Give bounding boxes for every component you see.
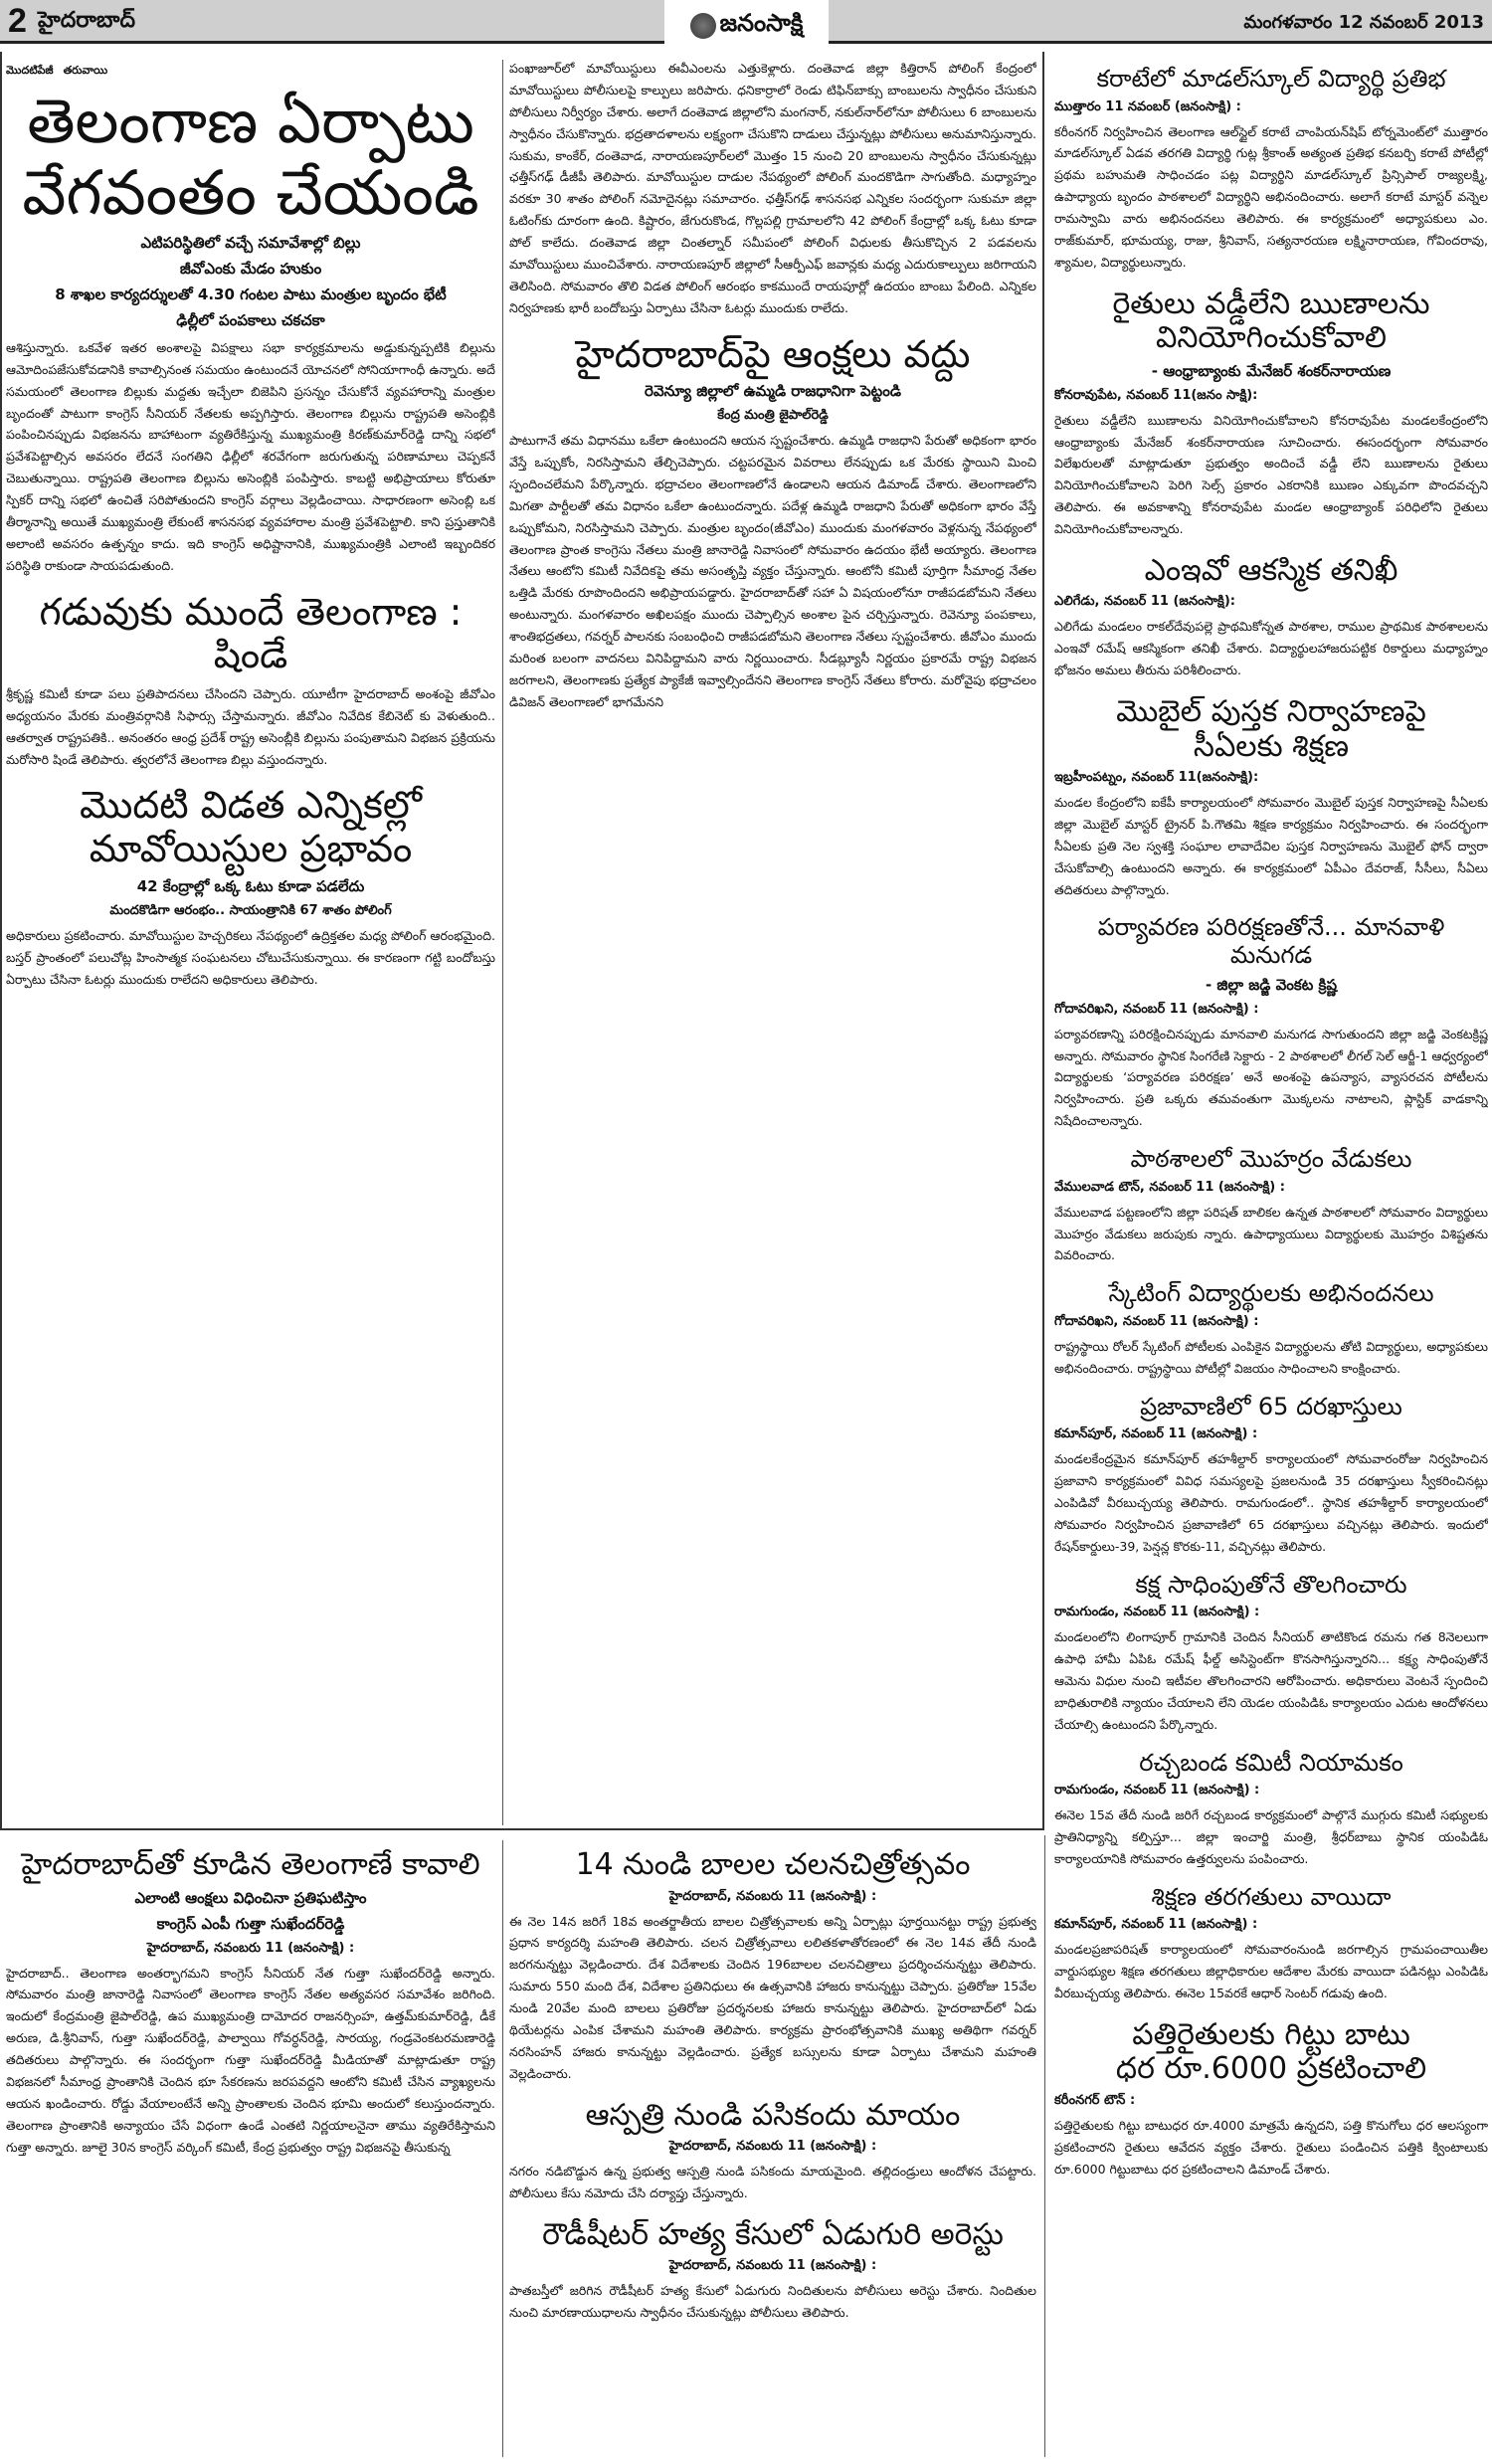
article-headline xyxy=(1054,287,1488,356)
article-dateline: రామగుండం, నవంబర్ 11 (జనంసాక్షి) : xyxy=(1054,1605,1260,1620)
news-article xyxy=(509,333,1036,713)
article-subheading: 42 కేంద్రాల్లో ఒక్క ఓటు కూడా పడలేదు xyxy=(136,876,365,895)
headline-line: ధర రూ.6000 ప్రకటించాలి xyxy=(1115,2051,1427,2087)
article-body: రైతులు వడ్డీలేని ఋణాలను వినియోగించుకోవాలని కోనరావుపేట మండలకేంద్రంలోని ఆంధ్రాబ్యాంకు మేనేజర్ శంకర్‌నారాయణ సూచించారు. ఈసందర్భంగా సోమవారం విలేఖరులతో మాట్లాడుతూ ప్రభుత్వం అందించే వడ్డీ లేని ఋణాలను రైతులు వినియోగించుకోవాలని పెరిగి సెల్స్ ప్రకారం ఎకరానికి ఋణం ఎక్కువగా పొందవచ్చని తెలిపారు. ఈ అవకాశాన్ని కోనరావుపేట మండల ఆంధ్రాబ్యాంక్ పరిధిలోని రైతులు వినియోగించుకోవాలన్నారు. xyxy=(1054,412,1488,537)
article-body: మండలప్రజాపరిషత్ కార్యాలయంలో సోమవారంనుండి జరగాల్సిన గ్రామపంచాయితీల వార్డుసభ్యుల శిక్షణ తరగతులు జిల్లాధికారుల ఆదేశాల మేరకు వాయిదా పడినట్లు ఎంపిడిఓ వీరబుచ్చయ్య తెలిపారు. ఈనెల 15వరకే ఆధార్ సెంటర్ గడువు ఉంది. xyxy=(1054,1942,1488,2001)
news-article xyxy=(509,58,1036,319)
newspaper-logo xyxy=(664,0,829,52)
middle-column xyxy=(509,58,1036,1824)
article-body: ఆశిస్తున్నారు. ఒకవేళ ఇతర అంశాలపై విపక్షాలు సభా కార్యక్రమాలను అడ్డుకున్నప్పటికి బిల్లును ఆమోదింపజేసుకోవడానికి కావాల్సినంత సమయం ఉంటుందనే యోచనలో సోనియాగాంధీ ఉన్నారు. అదే సమయంలో తెలంగాణ బిల్లుకు మద్దతు ఇచ్చేలా బిజెపిని ప్రసన్నం చేసుకోనే వ్యవహారాన్ని మంత్రుల బృందంతో పాటుగా కాంగ్రెస్ సీనియర్ నేతలకు అప్పగిస్తారు. తెలంగాణ బిల్లును రాష్ట్రపతి అసెంబ్లికి పంపించినప్పుడు విభజనను బాహాటంగా వ్యతిరేకిస్తున్న ముఖ్యమంత్రి కిరణ్‌కుమార్‌రెడ్డి దాన్ని సభలో ప్రవేశపెట్టాల్సిన అవసరం లేదనే సంగతిని ఢిల్లీలో శరవేగంగా జరుగుతున్న పరిణామాలు చెప్పకనే చెబుతున్నాయి. రాష్ట్రపతి తెలంగాణ బిల్లును అసెంబ్లికి పంపిస్తారు. కాబట్టి అభిప్రాయాలు కోరుతూ స్పికర్ దాన్ని సభలో ఉంచితే సరిపోతుందని కాంగ్రెస్ వర్గాలు వెల్లడించాయి. సాధారణంగా అసెంబ్లి ఒక తీర్మానాన్ని అయితే ముఖ్యమంత్రి లేకుంటే శాసనసభ వ్యవహారాల మంత్రి ప్రవేశపెట్టాలి. కాని ప్రస్తుతానికి అలాంటి అవసరం ఉత్పన్నం కాదు. ఇది కాంగ్రెస్ అధిష్టానానికి, ముఖ్యమంత్రికి ఎలాంటి ఇబ్బందికర పరిస్థితి రాకుండా సాయపడుతుంది. xyxy=(6,339,495,573)
article-dateline: ఎలిగేడు, నవంబర్ 11 (జనంసాక్షి): xyxy=(1054,594,1235,610)
headline-line: శిక్షణ తరగతులు వాయిదా xyxy=(1151,1882,1392,1911)
article-body: వేములవాడ పట్టణంలోని జిల్లా పరిషత్ బాలికల ఉన్నత పాఠశాలలో సోమవారం విద్యార్థులు మొహర్రం వేడుకలు జరుపుకు న్నారు. ఉపాధ్యాయులు విద్యార్థులకు మొహర్రం విశిష్టతను వివరించారు. xyxy=(1054,1204,1488,1263)
news-article xyxy=(1054,1280,1488,1379)
news-article xyxy=(509,2099,1036,2204)
article-dateline: రామగుండం, నవంబర్ 11 (జనంసాక్షి) : xyxy=(1054,1783,1260,1799)
article-body: పాటుగానే తమ విధానము ఒకేలా ఉంటుందని ఆయన స్పష్టంచేశారు. ఉమ్మడి రాజధాని పేరుతో అధికంగా భారం వేస్తే ఒప్పుకోం, నిరసిస్తామని తేల్చిచెప్పారు. చట్టపరమైన వివరాలు లేనప్పుడు ఒక మేరకు స్థాయిని మించి స్పందించలేమని పేర్కొన్నారు. భద్రాచలం తెలంగాణలోనే ఉండాలని ఆయన డిమాండ్ చేశారు. తెలంగాణలోని మిగతా పార్టీలతో తమ విధానం ఒకేలా ఉంటుందన్నారు. పదేళ్ల ఉమ్మడి రాజధాని పేరుతో అధికంగా భారం వేస్తే ఒప్పుకోమని, నిరసిస్తామని చెప్పారు. మంత్రుల బృందం(జీవోఎం) ముందుకు మంగళవారం వెళ్లనున్న నేపథ్యంలో తెలంగాణ ప్రాంత కాంగ్రెసు నేతలు మంత్రి జానారెడ్డి నివాసంలో సోమవారం ఉదయం భేటీ అయ్యారు. తెలంగాణ నేతలు ఆంటోని కమిటీ నివేదికపై తమ అసంతృప్తి వ్యక్తం చేస్తున్నారు. ఆంటోనీ కమిటీ పూర్తిగా సీమాంధ్ర నేతల ఒత్తిడి మేరకు రూపొందిందని అభిప్రాయపడ్డారు. హైదరాబాద్‌తో సహా ఏ విషయంలోనూ రాజీపడబోమని నేతలు అంటున్నారు. మంగళవారం అఖిలపక్షం ముందు చెప్పాల్సిన అంశాల పైన చర్చిస్తున్నారు. రెవెన్యూ పంపకాలు, శాంతిభద్రతలు, గవర్నర్ పాలనకు సంబంధించి రాజీపడబోమని తెలంగాణ నేతలు స్పష్టంచేశారు. జీవోఎం ముందు మరింత బలంగా వాదనలు వినిపిద్దామని వారు నిర్ణయించారు. సీడబ్ల్యూసీ నిర్ణయం ప్రకారమే రాష్ట్ర విభజన జరగాలని, తెలంగాణకు ప్రత్యేక ప్యాకేజీ ఇవ్వాల్సిందేనని తెలంగాణ కాంగ్రెస్ నేతలు కోరారు. మరోవైపు భద్రాచలం డివిజన్ తెలంగాణలో భాగమేనని xyxy=(509,433,1036,709)
article-dateline: హైదరాబాద్, నవంబరు 11 (జనంసాక్షి) : xyxy=(668,1888,877,1904)
logo-text: జనంసాక్షి xyxy=(719,9,804,37)
article-headline xyxy=(509,333,1036,377)
article-body: ఎలిగేడు మండలం రాకల్‌దేవుపల్లె ప్రాథమికోన్నత పాఠశాల, రాముల ప్రాథమిక పాఠశాలలను ఎంఇవో రమేష్ ఆకస్మికంగా తనిఖీ చేశారు. విద్యార్థులహాజరుపట్టిక రికార్డులు మధ్యాహ్నం భోజనం అమలు తీరును పరిశీలించారు. xyxy=(1054,619,1488,678)
article-dateline: హైదరాబాద్, నవంబరు 11 (జనంసాక్షి) : xyxy=(668,2258,877,2274)
headline-line: పర్యావరణ పరిరక్షణతోనే... మానవాళి మనుగడ xyxy=(1097,913,1445,970)
bottom-left-column xyxy=(6,1840,495,2457)
article-dateline: కోనరావుపేట, నవంబర్ 11(జనం సాక్షి): xyxy=(1054,387,1258,403)
article-dateline: కమాన్‌పూర్, నవంబర్ 11 (జనంసాక్షి) : xyxy=(1054,1917,1258,1933)
article-body: పర్యావరణాన్ని పరిరక్షించినప్పుడు మానవాలి మనుగడ సాగుతుందని జిల్లా జడ్జి వెంకటక్రిష్ణ అన్నారు. సోమవారం స్థానిక సింగరేణి సెక్టారు - 2 పాఠశాలలో లీగల్ సెల్ ఆర్జీ-1 ఆధ్వర్యంలో విద్యార్థులకు ‘పర్యావరణ పరిరక్షణ’ అనే అంశంపై ఉపన్యాస, వ్యాసరచన పోటీలను నిర్వహించారు. ప్రతి ఒక్కరు తమవంతుగా మొక్కలను నాటాలని, ప్లాస్టిక్ వాడకాన్ని నిషేదించాలన్నారు. xyxy=(1054,1026,1488,1129)
headline-line: ఆస్పత్రి నుండి పసికందు మాయం xyxy=(585,2097,961,2133)
article-body: ఈనెల 15వ తేదీ నుండి జరిగే రచ్చబండ కార్యక్రమంలో పాల్గొనే ముగ్గురు కమిటీ సభ్యులకు ప్రాతినిధ్యాన్ని కల్పిస్తూ... జిల్లా ఇంచార్జి మంత్రి, శ్రీధర్‌బాబు స్థానిక యంపిడిఓ కార్యాలయానికి సోమవారం ఉత్తర్వులను పంపించారు. xyxy=(1054,1807,1488,1866)
article-subheading: జీవోఎంకు మేడం హుకుం xyxy=(179,259,322,278)
article-headline xyxy=(1054,1750,1488,1778)
headline-line: పత్తిరైతులకు గిట్టు బాటు xyxy=(1132,2016,1410,2052)
article-body: అధికారులు ప్రకటించారు. మావోయిస్టుల హెచ్చరికలు నేపథ్యంలో ఉద్రిక్తతల మధ్య పోలింగ్ ఆరంభమైంది. బస్తర్ ప్రాంతంలో పలుచోట్ల హింసాత్మక సంఘటనలు చోటుచేసుకున్నాయి. ఈ కారణంగా గట్టి బందోబస్తు ఏర్పాటు చేసినా ఓటర్లు ముందుకు రాలేదని అధికారులు తెలిపారు. xyxy=(6,927,495,987)
article-dateline: కేంద్ర మంత్రి జైపాల్‌రెడ్డి xyxy=(717,408,829,424)
article-subheading: - ఆంధ్రాబ్యాంకు మేనేజర్ శంకర్‌నారాయణ xyxy=(1151,361,1392,380)
article-body: హైదరాబాద్.. తెలంగాణ అంతర్భాగమని కాంగ్రెస్ సీనియర్ నేత గుత్తా సుఖేందర్‌రెడ్డి అన్నారు. సోమవారం మంత్రి జానారెడ్డి నివాసంలో తెలంగాణ కాంగ్రెస్ నేతల అత్యవసర సమావేశం జరిగింది. ఇందులో కేంద్రమంత్రి జైపాల్‌రెడ్డి, ఉప ముఖ్యమంత్రి దామోదర రాజనర్సింహ, ఉత్తమ్‌కుమార్‌రెడ్డి, డీకే అరుణ, డి.శ్రీనివాస్, గుత్తా సుఖేందర్‌రెడ్డి, పాల్వాయి గోవర్ధన్‌రెడ్డి, సారయ్య, గండ్రవెంకటరమణారెడ్డి తదితరులు పాల్గొన్నారు. ఈ సందర్భంగా గుత్తా సుఖేందర్‌రెడ్డి మీడియాతో మాట్లాడుతూ రాష్ట్ర విభజనలో సీమాంధ్ర ప్రాంతానికి చెందిన భూ సేకరణను జరపవద్దని ఆంటోని కమిటీ చేసిన వ్యాఖ్యలను ఆయన ఖండించారు. రోడ్డు వేయాలంటేనే అన్ని ప్రాంతాలకు చెందిన భూమి అందులో కలుస్తుందన్నారు. తెలంగాణ ప్రాంతానికి అన్యాయం చేసే విధంగా ఉండే ఎంతటి నిర్ణయాలనైనా తాము వ్యతిరేకిస్తామని గుత్తా అన్నారు. జూలై 30న కాంగ్రెస్ వర్కింగ్ కమిటీ, కేంద్ర ప్రభుత్వం రాష్ట్ర విభజనపై తీసుకున్న xyxy=(6,1965,495,2155)
article-dateline: ఇబ్రహీంపట్నం, నవంబర్ 11(జనంసాక్షి): xyxy=(1054,770,1259,786)
article-subheading: ఢిల్లీలో పంపకాలు చకచకా xyxy=(176,310,325,329)
article-body: మండల కేంద్రంలోని ఐకేపీ కార్యాలయంలో సోమవారం మొబైల్ పుస్తక నిర్వాహణపై సీఏలకు జిల్లా మొబైల్ మాస్టర్ ట్రైనర్ పి.గౌతమి శిక్షణ కార్యక్రమం నిర్వహించారు. ఈ సందర్భంగా సీఏలకు ప్రతి నెల స్వశక్తి సంఘాల లావాదేవిల పుస్తక నిర్వాహణను మొబైల్ ఫోన్ ద్వారా చేసుకోవాల్సి ఉంటుందని అన్నారు. ఈ కార్యక్రమంలో ఏపీఎం దేవరాజ్, సీసీలు, సీఏలు తదితరులు పాల్గొన్నారు. xyxy=(1054,795,1488,897)
article-headline xyxy=(1054,695,1488,764)
article-headline xyxy=(6,784,495,870)
column-divider xyxy=(502,1840,503,2457)
news-article xyxy=(509,2218,1036,2324)
column-divider xyxy=(502,60,503,1825)
headline-line: స్కేటింగ్ విద్యార్థులకు అభినందనలు xyxy=(1108,1279,1434,1308)
news-article xyxy=(1054,1394,1488,1558)
article-headline xyxy=(509,2099,1036,2134)
page-header xyxy=(0,0,1492,44)
news-article xyxy=(6,591,495,771)
article-subheading: 8 శాఖల కార్యదర్శులతో 4.30 గంటల పాటు మంత్రుల బృందం భేటీ xyxy=(55,284,447,303)
article-headline xyxy=(1054,2018,1488,2087)
article-subheading: రెవెన్యూ జిల్లాలో ఉమ్మడి రాజధానిగా పెట్టండి xyxy=(645,382,901,401)
article-headline xyxy=(1054,1572,1488,1600)
headline-line: గడువుకు ముందే తెలంగాణ : షిండే xyxy=(39,589,463,677)
headline-line: మావోయిస్టుల ప్రభావం xyxy=(89,827,413,871)
right-column xyxy=(1054,58,1488,2455)
column-divider xyxy=(1044,1835,1045,2457)
article-body: పాతబస్తీలో జరిగిన రౌడీషీటర్ హత్య కేసులో ఏడుగురు నిందితులను పోలీసులు అరెస్టు చేశారు. నిందితుల నుంచి మారణాయుధాలను స్వాధీనం చేసుకున్నట్లు పోలీసులు తెలిపారు. xyxy=(509,2283,1036,2321)
article-body: రాష్ట్రస్థాయి రోలర్ స్కేటింగ్ పోటీలకు ఎంపికైన విద్యార్థులను తోటి విద్యార్థులు, అధ్యాపకులు అభినందించారు. రాష్ట్రస్థాయి పోటీల్లో విజయం సాధించాలని కాంక్షించారు. xyxy=(1054,1338,1488,1376)
headline-line: వేగవంతం చేయండి xyxy=(22,155,479,229)
article-dateline: మందకొడిగా ఆరంభం.. సాయంత్రానికి 67 శాతం పోలింగ్ xyxy=(109,902,392,918)
article-headline xyxy=(1054,1280,1488,1308)
left-column xyxy=(6,58,495,1824)
headline-line: కక్ష సాధింపుతోనే తొలగించారు xyxy=(1135,1570,1407,1599)
page-number: 2 xyxy=(8,2,27,40)
headline-kicker: మొదటిపేజీ xyxy=(6,64,54,77)
news-article xyxy=(1054,1750,1488,1870)
article-dateline: కరీంనగర్ టౌన్ : xyxy=(1054,2092,1136,2108)
headline-line: మొబైల్ పుస్తక నిర్వాహణపై xyxy=(1116,694,1426,730)
article-headline xyxy=(6,86,495,228)
article-headline xyxy=(1054,1146,1488,1174)
headline-line: ఎంఇవో ఆకస్మిక తనిఖీ xyxy=(1144,552,1399,588)
article-dateline: హైదరాబాద్, నవంబరు 11 (జనంసాక్షి) : xyxy=(146,1940,355,1956)
article-body: కరీంనగర్ నిర్వహించిన తెలంగాణ ఆల్‌స్టైల్ కరాటే చాంపియన్‌షిప్ టోర్నమెంట్‌లో ముత్తారం మాడల్‌స్కూల్ ఏడవ తరగతి విద్యార్థి గుట్ల శ్రీకాంత్ అత్యంత ప్రతిభ కనబర్చి కరాటే పోటీల్లో ప్రథమ బహుమతి సాధించడం పట్ల విద్యార్థిని మాడల్‌స్కూల్ ప్రిన్సిపాల్ రాజ్యలక్ష్మి, ఉపాధ్యాయ బృందం పాఠశాలలో విద్యార్థిని అభినందించారు. అలాగే కరాటే మాస్టర్ వన్నెల రామస్వామి వారు అభినందనలు తెలిపారు. ఈ కార్యక్రమంలో అధ్యాపకులు ఎం. రాజ్‌కుమార్, భూమయ్య, రాజు, శ్రీనివాస్, సత్యనారయణ లక్ష్మినారాయణ, గోవిందరావు, శ్యామల, విద్యార్థులున్నారు. xyxy=(1054,123,1488,270)
news-article xyxy=(6,784,495,990)
article-subheading: ఎలాంటి ఆంక్షలు విధించినా ప్రతిఘటిస్తాం xyxy=(134,1888,367,1907)
news-article xyxy=(6,1848,495,2158)
headline-line: 14 నుండి బాలల చలనచిత్రోత్సవం xyxy=(575,1847,971,1882)
article-body: మండలంలోని లింగాపూర్ గ్రామానికి చెందిన సీనియర్ తాటికొండ రమను గత 8నెలలుగా ఉపాధి హామీ ఏపిఓ రమేష్ ఫీల్డ్ అసిస్టెంట్‌గా కొనసాగిస్తున్నారని... కక్ష్య సాధింపుతోనే ఆమెను విధుల నుంచి ఇటీవల తొలగించారని ఆరోపించారు. అధికారులు వెంటనే స్పందించి బాధితురాలికి న్యాయం చేయాలని లేని యెడల యంపిడిఓ కార్యాలయం ఎదుట ఆందోళనలు చేయాల్సి ఉంటుందని పేర్కొన్నారు. xyxy=(1054,1629,1488,1732)
article-headline xyxy=(1054,1394,1488,1422)
logo-emblem-icon xyxy=(690,13,716,39)
headline-line: పాఠశాలలో మొహర్రం వేడుకలు xyxy=(1130,1145,1412,1174)
headline-line: కరాటేలో మాడల్‌స్కూల్ విద్యార్థి ప్రతిభ xyxy=(1096,65,1446,93)
article-subheading: - జిల్లా జడ్జి వెంకట క్రిష్ణ xyxy=(1205,975,1338,994)
headline-line: సీఏలకు శిక్షణ xyxy=(1193,728,1350,764)
news-article xyxy=(6,64,495,577)
article-headline xyxy=(509,1848,1036,1883)
article-dateline: వేములవాడ టౌన్, నవంబర్ 11 (జనంసాక్షి) : xyxy=(1054,1179,1285,1195)
article-body: ఈ నెల 14న జరిగే 18వ అంతర్జాతీయ బాలల చిత్రోత్సవాలకు అన్ని ఏర్పాట్లు పూర్తయినట్టు రాష్ట్ర ప్రభుత్వ ప్రధాన కార్యదర్శి మహంతి తెలిపారు. చలన చిత్రోత్సవాలు లలితకళాతోరణంలో ఈ నెల 14వ తేదీ నుండి జరగనున్నట్టు వెల్లడించారు. దేశ విదేశాలకు చెందిన 196బాలల చలనచిత్రాలు ప్రదర్శించనున్నట్టు తెలిపారు. సుమారు 550 మంది దేశ, విదేశాల ప్రతినిధులు ఈ ఉత్సవానికి హాజరు కానున్నట్టు చెప్పారు. ప్రతిరోజు 15వేల నుండి 20వేల మంది బాలలు ప్రతిరోజు ప్రదర్శనలకు హాజరు కానున్నట్టు తెలిపారు. హైదరాబాద్‌లో ఏడు థియేటర్లను ఎంపిక చేశామని మహంతి తెలిపారు. కార్యక్రమ ప్రారంభోత్సవానికి ముఖ్య అతిథిగా గవర్నర్ నరసింహన్ హాజరు కానున్నట్టు వెల్లడించారు. ప్రత్యేక బస్సులను కూడా ఏర్పాటు చేశామని మహంతి వెల్లడించారు. xyxy=(509,1913,1036,2081)
headline-line: వినియోగించుకోవాలి xyxy=(1156,320,1387,356)
article-body: నగరం నడిబొడ్డున ఉన్న ప్రభుత్వ ఆస్పత్రి నుండి పసికందు మాయమైంది. తల్లిదండ్రులు ఆందోళన చేపట్టారు. పోలీసులు కేసు నమోదు చేసి దర్యాప్తు చేస్తున్నారు. xyxy=(509,2164,1036,2200)
news-article xyxy=(1054,914,1488,1132)
issue-date: మంగళవారం 12 నవంబర్ 2013 xyxy=(1243,12,1484,33)
headline-line: హైదరాబాద్‌పై ఆంక్షలు వద్దు xyxy=(575,331,971,376)
headline-kicker: తరువాయి xyxy=(63,64,108,77)
article-headline xyxy=(509,2218,1036,2253)
article-body: మండలకేంద్రమైన కమాన్‌పూర్ తహశీల్దార్ కార్యాలయంలో సోమవారంరోజు నిర్వహించిన ప్రజావాని కార్యక్రమంలో వివిధ సమస్యలపై ప్రజలనుండి 35 దరఖాస్తులు స్వీకరించినట్లు ఎంపిడివో వీరబుచ్చయ్య తెలిపారు. రామగుండంలో.. స్థానిక తహశీల్దార్ కార్యాలయంలో సోమవారం నిర్వహించిన ప్రజావాణిలో 65 దరఖాస్తులు వచ్చినట్లు తెలిపారు. ఇందులో రేషన్‌కార్డులు-39, పెన్షన్ల కొరకు-11, వచ్చినట్లు తెలిపారు. xyxy=(1054,1451,1488,1554)
headline-line: రైతులు వడ్డీలేని ఋణాలను xyxy=(1112,285,1430,321)
news-article xyxy=(1054,287,1488,540)
article-dateline: గోదావరిఖని, నవంబర్ 11 (జనంసాక్షి) : xyxy=(1054,1313,1259,1329)
article-headline xyxy=(1054,1884,1488,1912)
news-article xyxy=(1054,1146,1488,1266)
article-headline xyxy=(1054,914,1488,969)
article-subheading: కాంగ్రెస్ ఎంపీ గుత్తా సుఖేందర్‌రెడ్డి xyxy=(156,1914,345,1933)
news-article xyxy=(1054,554,1488,681)
bottom-middle-column xyxy=(509,1840,1036,2457)
news-article xyxy=(1054,2018,1488,2180)
article-dateline: గోదావరిఖని, నవంబర్ 11 (జనంసాక్షి) : xyxy=(1054,1001,1259,1017)
news-article xyxy=(1054,695,1488,900)
headline-line: మొదటి విడత ఎన్నికల్లో xyxy=(80,783,422,828)
article-body: పంఖాజూర్‌లో మావోయిస్టులు ఈవీఎంలను ఎత్తుకెళ్లారు. దంతెవాడ జిల్లా కిత్తిరాన్ పోలింగ్ కేంద్రంలో మావోయిస్టులు పోలీసులపై కాల్పులు జరిపారు. ధనికార్రాలో రెండు టిఫిన్‌బాక్సు బాంబులను స్వాధీనం చేసుకుని పోలీసులు నిర్వీర్యం చేశారు. అలాగే దంతెవాడ జిల్లాలోని మంగనార్, నకుల్‌నార్‌లోనూ పోలీసులు 6 బాంబులను స్వాధీనం చేసుకొన్నారు. భద్రతాదళాలను లక్ష్యంగా చేసుకొని దాడులు చేస్తున్నట్లు పోలీసులు అనుమానిస్తున్నారు. సుకుమ, కాంకేర్, దంతెవాడ, నారాయణపూర్‌లలో మొత్తం 15 నుంచి 20 బాంబులను స్వాధీనం చేసుకున్నట్లు ఛత్తీస్‌గఢ్ డీజీపీ తెలిపారు. మావోయిస్టుల దాడుల నేపథ్యంలో పోలింగ్ మందకొడిగా సాగుతోంది. మధ్యాహ్నం వరకూ 30 శాతం పోలింగ్ నమోదైనట్లు సమాచారం. ఛత్తీస్‌గఢ్ శాసనసభ ఎన్నికల సందర్భంగా సుకుమా జిల్లా ఓటింగ్‌కు దూరంగా ఉంది. కిష్టారం, జేగురుకొండ, గొల్లపల్లి గ్రామాలలోని 42 పోలింగ్ కేంద్రాల్లో ఒక్క ఓటు కూడా పోల్ కాలేదు. దంతెవాడ జిల్లా చింతల్నార్ సమీపంలో పోలింగ్ విధులకు తీసుకొచ్చిన 2 పడవలను మావోయిస్టులు ముంచివేశారు. నారాయణపూర్ జిల్లాలో సీఆర్పీఎఫ్ జవాన్లకు మధ్య ఎదురుకాల్పులు జరిగాయని తెలిసింది. సోమవారం తొలి విడత పోలింగ్ ఆరంభం కాకముందే రాయపూర్లో ఉదయం బాంబు పేలింది. ఎన్నికల నిర్వహణకు భారీ బందోబస్తు ఏర్పాటు చేసినా ఓటర్లు ముందుకు రాలేదు. xyxy=(509,61,1036,315)
news-article xyxy=(1054,66,1488,274)
headline-kicker-row xyxy=(6,64,495,78)
section-name: హైదరాబాద్ xyxy=(38,8,135,33)
headline-line: రౌడీషీటర్ హత్య కేసులో ఏడుగురి అరెస్టు xyxy=(542,2216,1004,2252)
news-article xyxy=(509,1848,1036,2085)
article-dateline: ముత్తారం 11 నవంబర్ (జనంసాక్షి) : xyxy=(1054,98,1241,114)
article-body: శ్రీకృష్ణ కమిటీ కూడా పలు ప్రతిపాదనలు చేసిందని చెప్పారు. యూటీగా హైదరాబాద్ అంశంపై జీవోఎం అధ్యయనం మేరకు మంత్రివర్గానికి సిఫార్సు చేస్తామన్నారు. జీవోఎం నివేదిక కేబినెట్ కు వెళుతుంది.. ఆతర్వాత రాష్ట్రపతికి.. అనంతరం ఆంధ్ర ప్రదేశ్ రాష్ట్ర అసెంబ్లీకి బిల్లును పంపుతామని విభజన ప్రక్రియను మరోసారి షిండే తెలిపారు. త్వరలోనే తెలంగాణ బిల్లు వస్తుందన్నారు. xyxy=(6,685,495,767)
article-dateline: కమాన్‌పూర్, నవంబర్ 11 (జనంసాక్షి) : xyxy=(1054,1426,1258,1442)
article-body: పత్తిరైతులకు గిట్టు బాటుధర రూ.4000 మాత్రమే ఉన్నదని, పత్తి కొనుగోలు ధర ఆలస్యంగా ప్రకటించారని రైతులు ఆవేదన వ్యక్తం చేశారు. రైతులు పండించిన పత్తికి క్వింటాలుకు రూ.6000 గిట్టుబాటు ధర ప్రకటించాలని డిమాండ్ చేశారు. xyxy=(1054,2117,1488,2177)
article-headline xyxy=(1054,554,1488,589)
headline-line: ప్రజావాణిలో 65 దరఖాస్తులు xyxy=(1140,1392,1402,1421)
headline-line: హైదరాబాద్‌తో కూడిన తెలంగాణే కావాలి xyxy=(21,1847,480,1882)
headline-line: రచ్చబండ కమిటీ నియామకం xyxy=(1139,1748,1403,1777)
article-dateline: హైదరాబాద్, నవంబరు 11 (జనంసాక్షి) : xyxy=(668,2139,877,2154)
article-subheading: ఎటిపరిస్థితిలో వచ్చే సమావేశాల్లో బిల్లు xyxy=(140,233,361,252)
article-headline xyxy=(1054,66,1488,94)
article-headline xyxy=(6,1848,495,1883)
news-article xyxy=(1054,1884,1488,2004)
article-headline xyxy=(6,591,495,677)
headline-line: తెలంగాణ ఏర్పాటు xyxy=(27,85,474,158)
news-article xyxy=(1054,1572,1488,1736)
